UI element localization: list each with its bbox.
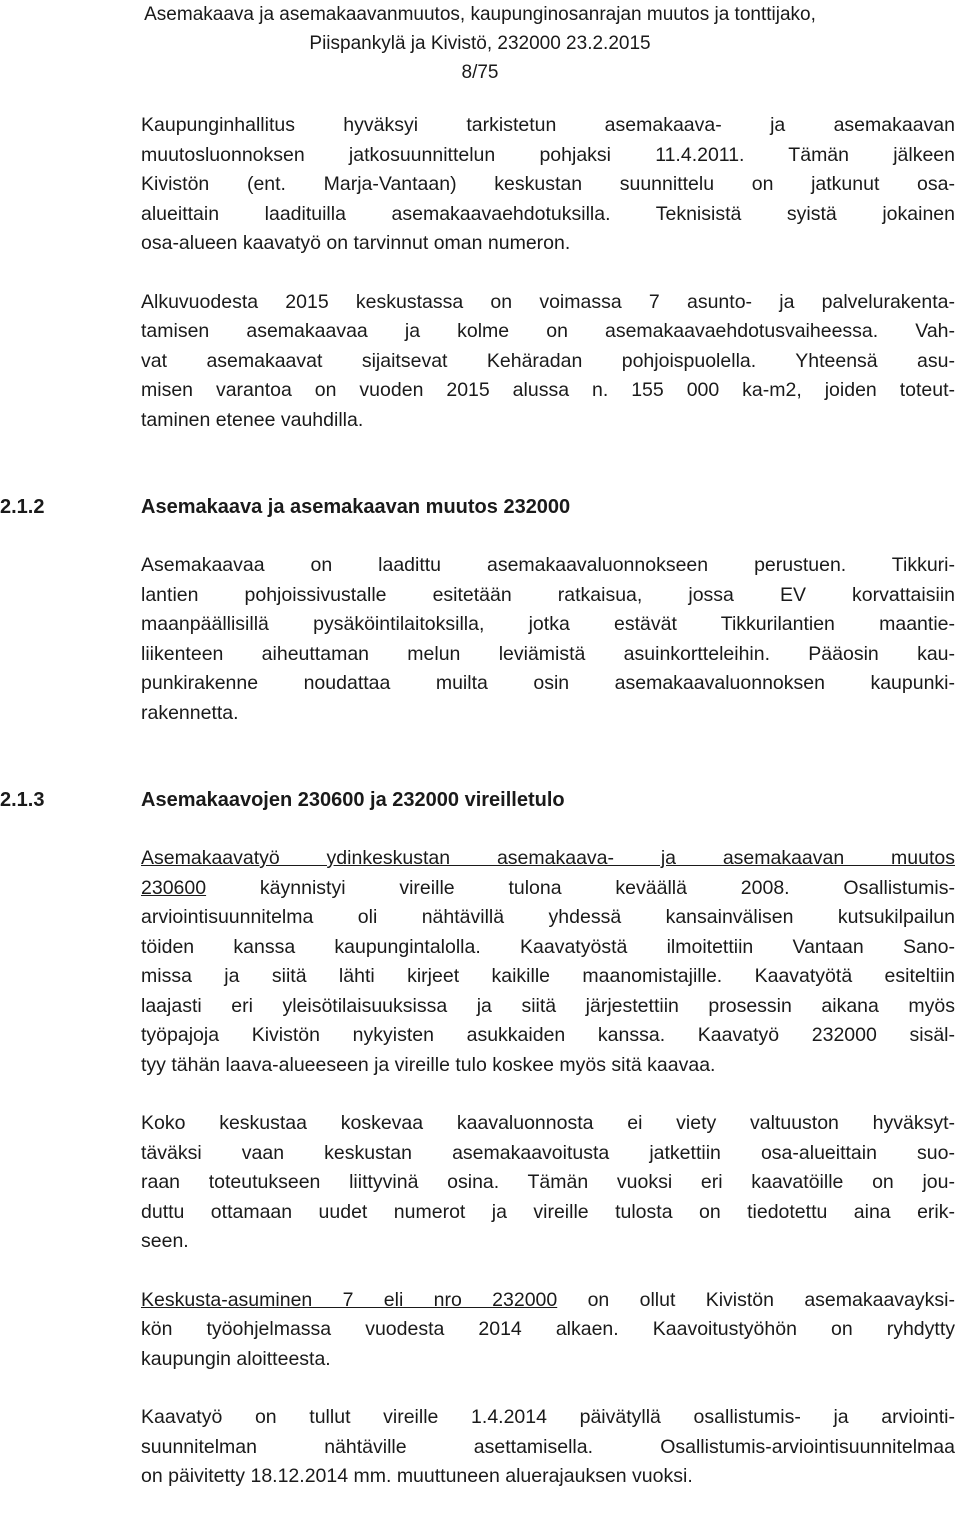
text-line: kön työohjelmassa vuodesta 2014 alkaen. Kaavoitustyöhön on ryhdytty xyxy=(141,1318,955,1340)
section-heading-2-1-2 xyxy=(0,493,814,522)
text-line: punkirakenne noudattaa muilta osin asemakaavaluonnoksen kaupunki- xyxy=(141,672,955,694)
text-line: töiden kanssa kaupungintalolla. Kaavatyöstä ilmoitettiin Vantaan Sano- xyxy=(141,935,955,958)
text-line: maanpäällisillä pysäköintilaitoksilla, jotka estävät Tikkurilantien maantie- xyxy=(141,613,955,635)
text-line: lantien pohjoissivustalle esitetään ratkaisua, jossa EV korvattaisiin xyxy=(141,583,955,606)
text-line: Koko keskustaa koskevaa kaavaluonnosta ei viety valtuuston hyväksyt- xyxy=(141,1112,955,1134)
text-line: Kaavatyö on tullut vireille 1.4.2014 päivätyllä osallistumis- ja arviointi- xyxy=(141,1406,955,1428)
text-line xyxy=(141,1286,955,1316)
text-line: osa-alueen kaavatyö on tarvinnut oman numeron. xyxy=(141,232,571,254)
intro-paragraph-1 xyxy=(141,111,955,259)
section-heading-2-1-3 xyxy=(0,786,814,815)
section-title: Asemakaavojen 230600 ja 232000 vireilletulo xyxy=(141,789,565,811)
text-line: laajasti eri yleisötilaisuuksissa ja siitä järjestettiin prosessin aikana myös xyxy=(141,994,955,1017)
document-body xyxy=(0,111,955,1492)
section-number: 2.1.2 xyxy=(0,496,45,518)
text-line: kaupungin aloitteesta. xyxy=(141,1347,331,1370)
section2-paragraph-2 xyxy=(141,1109,955,1257)
text-line: seen. xyxy=(141,1230,189,1252)
text-line: rakennetta. xyxy=(141,701,239,724)
text-line: Asemakaavaa on laadittu asemakaavaluonnokseen perustuen. Tikkuri- xyxy=(141,554,955,576)
text-fragment: on ollut Kivistön asemakaavayksi- xyxy=(557,1288,955,1311)
text-line xyxy=(141,844,955,874)
text-line xyxy=(141,874,955,904)
text-line: on päivitetty 18.12.2014 mm. muuttuneen aluerajauksen vuoksi. xyxy=(141,1465,693,1487)
text-line: työpajoja Kivistön nykyisten asukkaiden kanssa. Kaavatyö 232000 sisäl- xyxy=(141,1024,955,1046)
page-header xyxy=(0,0,960,87)
section2-paragraph-1 xyxy=(141,844,955,1080)
text-line: alueittain laadituilla asemakaavaehdotuksilla. Teknisistä syistä jokainen xyxy=(141,202,955,225)
text-line: vat asemakaavat sijaitsevat Kehäradan pohjoispuolella. Yhteensä asu- xyxy=(141,349,955,372)
page-number: 8/75 xyxy=(461,62,499,83)
section1-paragraph-1 xyxy=(141,551,955,728)
text-line: arviointisuunnitelma oli nähtävillä yhdessä kansainvälisen kutsukilpailun xyxy=(141,906,955,928)
section2-paragraph-4 xyxy=(141,1403,955,1492)
text-line: tyy tähän laava-alueeseen ja vireille tulo koskee myös sitä kaavaa. xyxy=(141,1053,716,1076)
text-fragment: käynnistyi vireille tulona keväällä 2008. Osallistumis- xyxy=(206,876,955,899)
header-title-line2: Piispankylä ja Kivistö, 232000 23.2.2015 xyxy=(309,33,651,54)
text-line: Kaupunginhallitus hyväksyi tarkistetun asemakaava- ja asemakaavan xyxy=(141,114,955,136)
text-line: Kivistön (ent. Marja-Vantaan) keskustan suunnittelu on jatkunut osa- xyxy=(141,173,955,195)
intro-paragraph-2 xyxy=(141,288,955,436)
text-line: missa ja siitä lähti kirjeet kaikille maanomistajille. Kaavatyötä esiteltiin xyxy=(141,965,955,987)
text-line: duttu ottamaan uudet numerot ja vireille tulosta on tiedotettu aina erik- xyxy=(141,1200,955,1223)
section-number: 2.1.3 xyxy=(0,789,45,811)
text-line: liikenteen aiheuttaman melun leviämistä asuinkortteleihin. Pääosin kau- xyxy=(141,642,955,665)
underlined-phrase: Asemakaavatyö ydinkeskustan asemakaava- ja asemakaavan muutos xyxy=(141,847,955,869)
section-title: Asemakaava ja asemakaavan muutos 232000 xyxy=(141,496,571,518)
underlined-phrase: 230600 xyxy=(141,876,207,899)
text-line: raan toteutukseen liittyvinä osina. Tämän vuoksi eri kaavatöille on jou- xyxy=(141,1171,955,1193)
text-line: misen varantoa on vuoden 2015 alussa n. 155 000 ka-m2, joiden toteut- xyxy=(141,379,955,401)
text-line: taminen etenee vauhdilla. xyxy=(141,408,364,431)
text-line: tamisen asemakaavaa ja kolme on asemakaavaehdotusvaiheessa. Vah- xyxy=(141,320,955,342)
text-line: suunnitelman nähtäville asettamisella. Osallistumis-arviointisuunnitelmaa xyxy=(141,1435,955,1458)
header-title-line1: Asemakaava ja asemakaavanmuutos, kaupunginosanrajan muutos ja tonttijako, xyxy=(144,4,816,25)
text-line: Alkuvuodesta 2015 keskustassa on voimassa 7 asunto- ja palvelurakenta- xyxy=(141,290,955,313)
text-line: muutosluonnoksen jatkosuunnittelun pohjaksi 11.4.2011. Tämän jälkeen xyxy=(141,143,955,166)
underlined-phrase: Keskusta-asuminen 7 eli nro 232000 xyxy=(141,1288,558,1311)
section2-paragraph-3 xyxy=(141,1286,955,1375)
text-line: täväksi vaan keskustan asemakaavoitusta jatkettiin osa-alueittain suo- xyxy=(141,1141,955,1164)
